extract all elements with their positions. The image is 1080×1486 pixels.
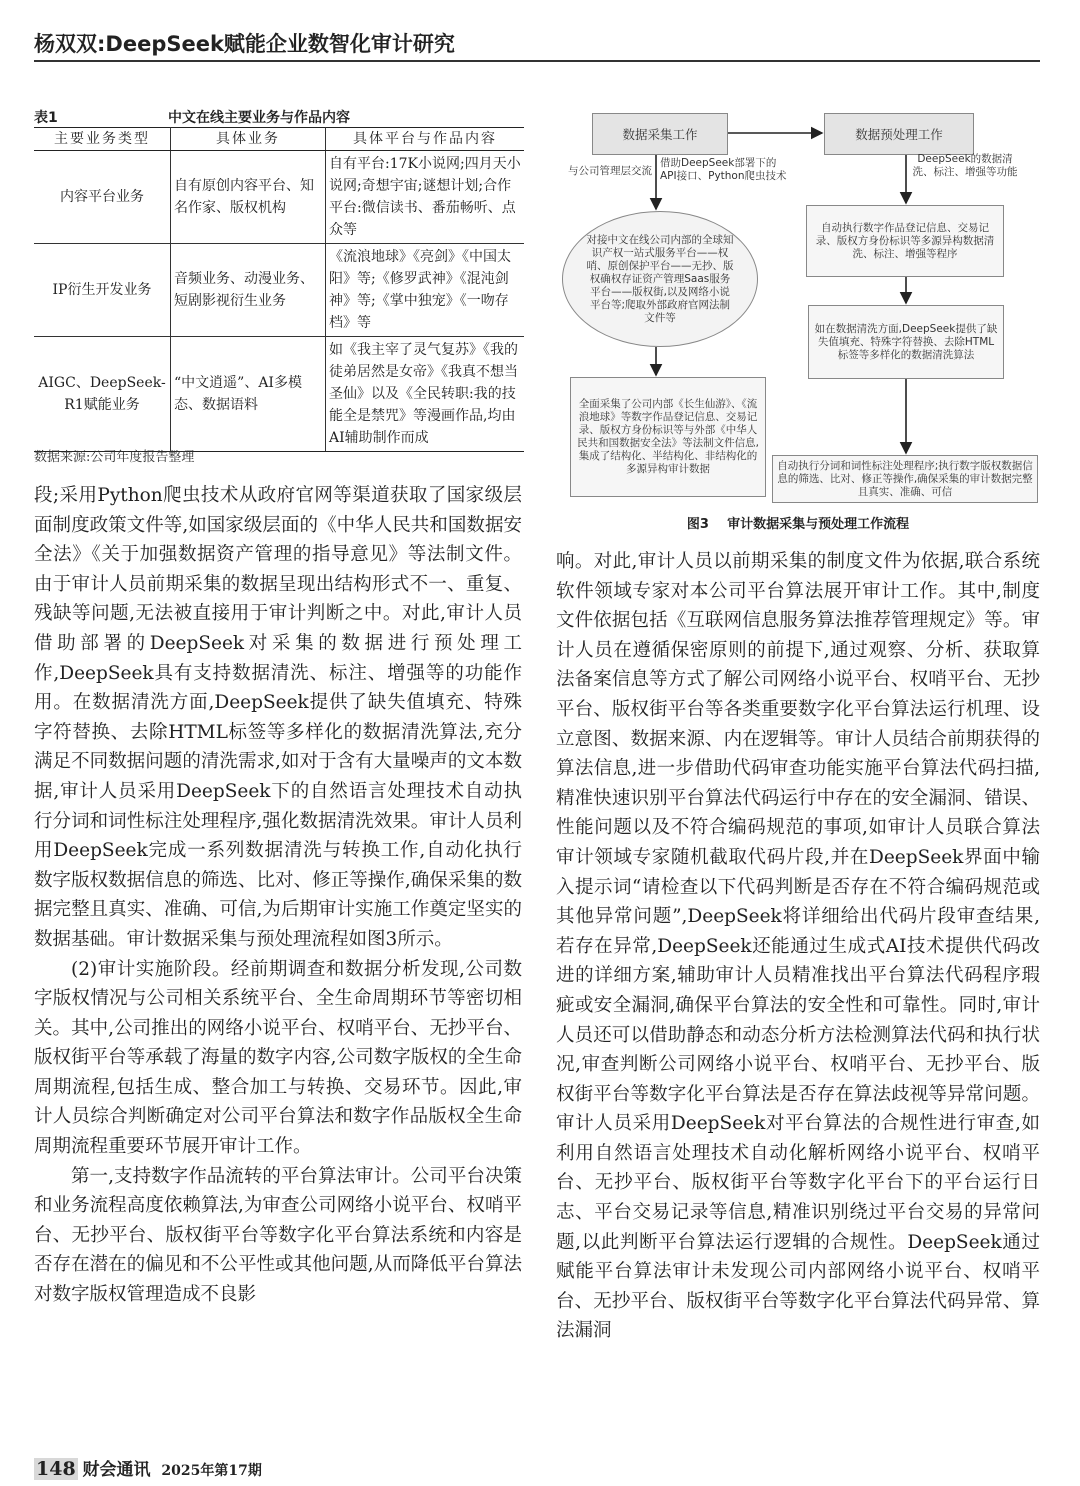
- table-header-row: [34, 128, 524, 151]
- business-type-cell: 内容平台业务: [34, 151, 171, 244]
- body-column-left: [34, 481, 522, 1310]
- paragraph: 段;采用Python爬虫技术从政府官网等渠道获取了国家级层面制度政策文件等,如国家级层面的《中华人民共和国数据安全法》《关于加强数据资产管理的指导意见》等法制文件。由于审计人员前期采集的数据呈现出结构形式不一、重复、残缺等问题,无法被直接用于审计判断之中。对此,审计人员借助部署的DeepSeek对采集的数据进行预处理工作,DeepSeek具有支持数据清洗、标注、增强等的功能作用。在数据清洗方面,DeepSeek提供了缺失值填充、特殊字符替换、去除HTML标签等多样化的数据清洗算法,充分满足不同数据问题的清洗需求,如对于含有大量噪声的文本数据,审计人员采用DeepSeek下的自然语言处理技术自动执行分词和词性标注处理程序,强化数据清洗效果。审计人员利用DeepSeek完成一系列数据清洗与转换工作,自动化执行数字版权数据信息的筛选、比对、修正等操作,确保采集的数据完整且真实、准确、可信,为后期审计实施工作奠定坚实的数据基础。审计数据采集与预处理流程如图3所示。: [34, 485, 522, 950]
- issue-info: 2025年第17期: [161, 1463, 262, 1479]
- journal-name: 财会通讯: [82, 1460, 151, 1480]
- table-row: [34, 151, 524, 244]
- box-data-collection: 数据采集工作: [592, 113, 728, 155]
- business-cell: 自有原创内容平台、知名作家、版权机构: [171, 151, 326, 244]
- box-auto-execute: 自动执行数字作品登记信息、交易记录、版权方身份标识等多源异构数据清洗、标注、增强等程序: [806, 205, 1004, 277]
- business-type-cell: AIGC、DeepSeek-R1赋能业务: [34, 337, 171, 452]
- table-row: [34, 337, 524, 452]
- flowchart-figure: [556, 107, 1040, 507]
- page-footer: [34, 1455, 262, 1480]
- business-cell: “中文逍遥”、AI多模态、数据语料: [171, 337, 326, 452]
- page-number: 148: [36, 1458, 76, 1480]
- content-cell: 如《我主宰了灵气复苏》《我的徒弟居然是女帝》《我真不想当圣仙》以及《全民转职:我的技能全是禁咒》等漫画作品,均由AI辅助制作而成: [326, 337, 525, 452]
- column-header: 具体平台与作品内容: [326, 128, 525, 151]
- body-column-right: [556, 547, 1040, 1346]
- box-data-preprocessing: 数据预处理工作: [824, 113, 974, 155]
- box-collected-data: 全面采集了公司内部《长生仙游》、《流浪地球》等数字作品登记信息、交易记录、版权方身份标识等与外部《中华人民共和国数据安全法》等法制文件信息,集成了结构化、半结构化、非结构化的多源异构审计数据: [570, 377, 766, 497]
- figure-caption: 图3 审计数据采集与预处理工作流程: [686, 517, 910, 532]
- business-table: [34, 127, 524, 452]
- label-api-crawler: 借助DeepSeek部署下的API接口、Python爬虫技术: [660, 157, 787, 182]
- box-tokenize-verify: 自动执行分词和词性标注处理程序;执行数字版权数据信息的筛选、比对、修正等操作,确保采集的审计数据完整且真实、准确、可信: [772, 455, 1038, 503]
- header-rule: [34, 60, 1040, 62]
- label-deepseek-functions: DeepSeek的数据清洗、标注、增强等功能: [912, 153, 1018, 178]
- content-cell: 自有平台:17K小说网;四月天小说网;奇想宇宙;谜想计划;合作平台:微信读书、番茄畅听、点众等: [326, 151, 525, 244]
- table-title: 中文在线主要业务与作品内容: [168, 110, 350, 126]
- table-row: [34, 244, 524, 337]
- content-cell: 《流浪地球》《亮剑》《中国太阳》等;《修罗武神》《混沌剑神》等;《掌中独宠》《一吻存档》等: [326, 244, 525, 337]
- business-type-cell: IP衍生开发业务: [34, 244, 171, 337]
- business-cell: 音频业务、动漫业务、短剧影视衍生业务: [171, 244, 326, 337]
- table-label: 表1: [34, 110, 58, 126]
- running-header: 杨双双:DeepSeek赋能企业数智化审计研究: [34, 32, 455, 56]
- paragraph: 响。对此,审计人员以前期采集的制度文件为依据,联合系统软件领域专家对本公司平台算法展开审计工作。其中,制度文件依据包括《互联网信息服务算法推荐管理规定》等。审计人员在遵循保密原则的前提下,通过观察、分析、获取算法备案信息等方式了解公司网络小说平台、权哨平台、无抄平台、版权街平台等各类重要数字化平台算法运行机理、设立意图、数据来源、内在逻辑等。审计人员结合前期获得的算法信息,进一步借助代码审查功能实施平台算法代码扫描,精准快速识别平台算法代码运行中存在的安全漏洞、错误、性能问题以及不符合编码规范的事项,如审计人员联合算法审计领域专家随机截取代码片段,并在DeepSeek界面中输入提示词“请检查以下代码判断是否存在不符合编码规范或其他异常问题”,DeepSeek将详细给出代码片段审查结果,若存在异常,DeepSeek还能通过生成式AI技术提供代码改进的详细方案,辅助审计人员精准找出平台算法代码程序瑕疵或安全漏洞,确保平台算法的安全性和可靠性。同时,审计人员还可以借助静态和动态分析方法检测算法代码和执行状况,审查判断公司网络小说平台、权哨平台、无抄平台、版权街平台等数字化平台算法是否存在算法歧视等异常问题。审计人员采用DeepSeek对平台算法的合规性进行审查,如利用自然语言处理技术自动化解析网络小说平台、权哨平台、无抄平台、版权街平台等数字化平台下的平台运行日志、平台交易记录等信息,精准识别绕过平台交易的异常问题,以此判断平台算法运行逻辑的合规性。DeepSeek通过赋能平台算法审计未发现公司内部网络小说平台、权哨平台、无抄平台、版权街平台等数字化平台算法代码异常、算法漏洞: [556, 551, 1040, 1342]
- paragraph: 第一,支持数字作品流转的平台算法审计。公司平台决策和业务流程高度依赖算法,为审查公司网络小说平台、权哨平台、无抄平台、版权街平台等数字化平台算法系统和内容是否存在潜在的偏见和不公平性或其他问题,从而降低平台算法对数字版权管理造成不良影: [34, 1165, 522, 1306]
- table-source: 数据来源:公司年度报告整理: [34, 450, 195, 465]
- column-header: 具体业务: [171, 128, 326, 151]
- ellipse-platform-integration: 对接中文在线公司内部的全球知识产权一站式服务平台——权哨、原创保护平台——无抄、版权确权存证资产管理Saas服务平台——版权街,以及网络小说平台等;爬取外部政府官网法制文件等: [562, 211, 758, 347]
- column-header: 主要业务类型: [34, 128, 171, 151]
- label-management-communication: 与公司管理层交流: [568, 165, 652, 177]
- box-cleaning-algorithms: 如在数据清洗方面,DeepSeek提供了缺失值填充、特殊字符替换、去除HTML标签等多样化的数据清洗算法: [808, 305, 1004, 379]
- paragraph: (2)审计实施阶段。经前期调查和数据分析发现,公司数字版权情况与公司相关系统平台、全生命周期环节等密切相关。其中,公司推出的网络小说平台、权哨平台、无抄平台、版权街平台等承载了海量的数字内容,公司数字版权的全生命周期流程,包括生成、整合加工与转换、交易环节。因此,审计人员综合判断确定对公司平台算法和数字作品版权全生命周期流程重要环节展开审计工作。: [34, 958, 522, 1158]
